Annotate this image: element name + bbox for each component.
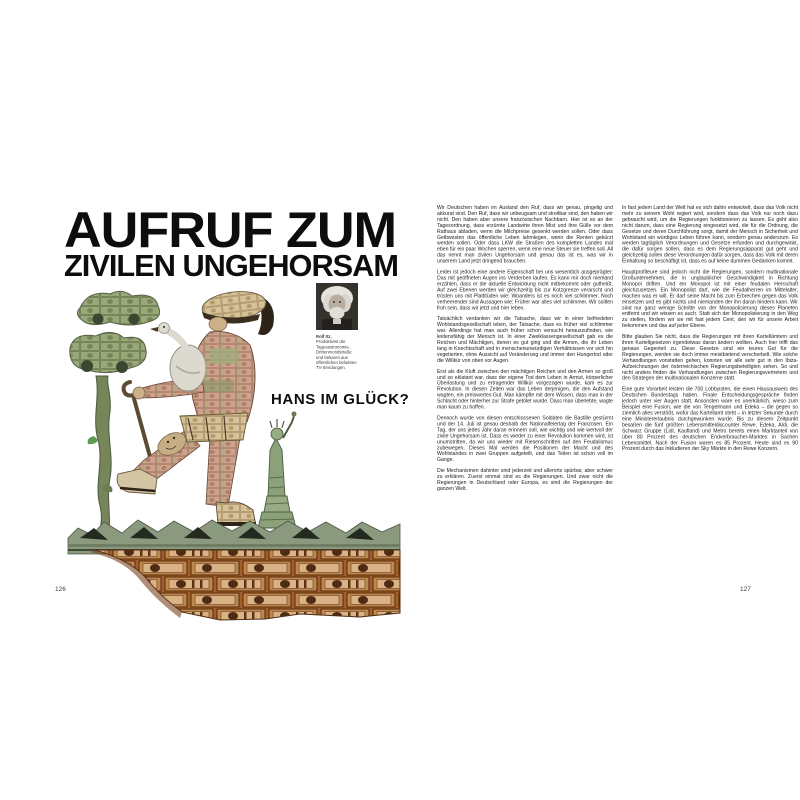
- author-caption-line: öffentlichen beliebten: [316, 360, 357, 366]
- author-caption-line: Drittenmondstraße: [316, 349, 352, 355]
- body-paragraph: Wir Deutschen haben im Ausland den Ruf, dass wir genau, pingelig und akkurat sind. Den Ruf, dass wir unbeugsam und streitbar sind, den haben wir nicht. Den haben aber unsere französischen Nachbarn. Hier ist es an der Tagesordnung, dass erzürnte Landwirte ihren Mist und ihre Gülle vor dem Rathaus abladen, wenn die Milchpreise gesenkt werden sollen. Oder dass Gelbwesten das öffentliche Leben lahmlegen, wenn die Renten gekürzt werden sollen. Oder dass LKW die Straßen des kompletten Landes mal eben für ein paar Wochen sperren, wenn eine neue Steuer sie treffen soll. All das nennt man zivilen Ungehorsam und genau das ist es, was wir in unserem Land jetzt dringend brauchen.: [437, 205, 613, 265]
- title-line-1: AUFRUF ZUM: [64, 202, 396, 258]
- liberty-statue: [258, 412, 297, 529]
- author-caption-line: Rolf Itz,: [316, 334, 332, 339]
- author-caption-line: Tagesastronomie,: [316, 344, 350, 350]
- body-column-1: [437, 205, 615, 605]
- goose: [150, 323, 206, 392]
- money-tree: [70, 291, 160, 540]
- figure-head: [201, 288, 274, 335]
- author-caption-line: TV-Sendungen.: [316, 365, 346, 371]
- body-paragraph: Dennoch wurde von diesen entschlossenen Soldaten die Bastille gestürmt und der 14. Juli ist genau deshalb der Nationalfeiertag der Franzosen. Ein Tag, der uns jedes Jahr daran erinnern soll, wie wichtig und wie wertvoll der zivile Ungehorsam ist. Dass es wieder zu einer Revolution kommen wird, ist unumstritten, da wir uns wieder mit Riesenschritten auf den Feudalismus zubewegen. Dieses Mal werden die Positionen der Macht und des Wohlstandes in zwei Gruppen aufgeteilt, und das Teilen ist schon voll im Gange.: [437, 415, 613, 463]
- author-caption-line: Produktivist der: [316, 339, 346, 345]
- body-paragraph: Hauptprofiteure sind jedoch nicht die Regierungen, sondern multinationale Großunternehmen, die in unglaublicher Geschwindigkeit in Richtung Monopol driften. Und ein Monopol ist mit einer feudalen Herrschaft gleichzusetzen. Ein Monopolist darf, wie die Feudalherren im Mittelalter, machen was er will. Er darf seine Macht bis zum Erbrechen gegen das Volk einsetzen und es gibt nichts und niemanden der ihn daran hindern kann. Wir sind nur ganz wenige Schritte von der Monopolisierung dieses Planeten entfernt und wir wissen es auch. Statt sich der Monopolisierung in den Weg zu stellen, fördern wir sie mit fast jedem Cent, den wir für unsere Arbeit bekommen und das auf jeder Ebene.: [622, 269, 798, 329]
- author-caption-line: und bekannt aus: [316, 354, 348, 360]
- body-paragraph: Die Mechanismen dahinter sind jederzeit und allerorts spürbar, aber schwer zu erklären. Zuerst einmal sind es die Regierungen. Und zwar nicht die Regierungen in Deutschland oder Europa, es sind die Regierungen der ganzen Welt.: [437, 468, 613, 492]
- body-paragraph: Tatsächlich verdanken wir die Tatsache, dass wir in einer befriedeten Wohlstandsgesellschaft leben, der Tatsache, dass es früher viel schlimmer war. Allerdings hat man auch früher schon versucht herauszufinden, wie leidensfähig der Mensch ist. In einer Zweiklassengesellschaft gab es die Reichen und Mächtigen, denen es gut ging und die Armen, die ihr Leben lang in Knechtschaft und in menschenunwürdigen Verhältnissen vor sich hin vegetierten, ohne Aussicht auf Veränderung und immer den Hungertod oder die Willkür von oben vor Augen.: [437, 316, 613, 364]
- banknote-cliff-wall: [90, 550, 400, 620]
- body-paragraph: Erst als die Kluft zwischen den mächtigen Reichen und den Armen so groß und so eklatant war, dass der eigene Tod dem Leben in Armut, körperlicher Überlastung und zu ertragender Willkür vorgezogen wurde, kam es zur Revolution. In diesen Zeiten war das Leben derjenigen, die den Aufstand wagten, ein preiswertes Gut. Man kämpfte mit dem Wissen, dass man in der Schlacht oder hinterher zur Strafe getötet wurde. Dass man überlebte, wagte man kaum zu hoffen.: [437, 368, 613, 411]
- body-paragraph: Bitte glauben Sie nicht, dass die Regierungen mit ihren Kartellämtern und ihren Kartellgesetzen irgendetwas daran ändern wollten. Auch hier trifft das genaue Gegenteil zu. Diese Gesetze sind ein teures Gut für die Regierungen, werden sie doch immer meistbietend verscherbelt. Wie solche Verhandlungen vonstatten gehen, konnten wir alle sehr gut in den Ibiza-Aufzeichnungen der österreichischen Regierungsbeteiligten sehen. So und nicht anders finden die Verhandlungen zwischen Regierungsvertretern und den Strategen der multinationalen Konzerne statt.: [622, 334, 798, 382]
- money-collage-illustration: [60, 288, 405, 623]
- article-title: [62, 198, 402, 282]
- kicker-headline: HANS IM GLÜCK?: [271, 391, 410, 408]
- body-paragraph: In fast jedem Land der Welt hat es sich dahin entwickelt, dass das Volk nicht mehr zu seinem Wohl regiert wird, sondern dass das Volk nur noch dazu gebraucht wird, um die Regierungen funktionieren zu lassen. Es geht also nicht darum, dass eine Regierung eingesetzt wird, die für die Ordnung, die Gesetze und deren Durchführung sorgt, damit der Mensch in Sicherheit und Wohlstand ein würdiges Leben führen kann, sondern genau andersrum. Es werden tagtäglich Verordnungen und Gesetze erfunden und durchgewinkt, die dafür sorgen sollen, dass es dem Regierungsapparat gut geht und gleichzeitig sollen diese Verordnungen dafür sorgen, dass das Volk mit deren Einhaltung so beschäftigt ist, dass es auf keine dummen Gedanken kommt.: [622, 205, 798, 265]
- body-paragraph: Leider ist jedoch eine andere Eigenschaft bei uns wesentlich ausgeprägter: Das mit geöffneten Augen ins Verderben laufen. Es kann mir doch niemand erzählen, dass er die aktuelle Entwicklung nicht mitbekommt oder gutheißt. Auf zwei Ebenen werden wir gleichzeitig bis zur Kotzgrenze verarscht und trösten uns mit Plattitüden wie: Woanders ist es noch viel schlimmer. Noch verheerender sind Aussagen wie: Früher war alles viel schlimmer. Wir sollten froh sein, dass wir jetzt und hier leben.: [437, 269, 613, 311]
- body-column-2: [622, 205, 800, 605]
- page-number-right: 127: [740, 586, 751, 593]
- body-paragraph: Eine gute Vorarbeit leisten die 700 Lobbyisten, die einen Hausausweis des Deutschen Bundestags haben. Finale Entscheidungsgespräche finden jedoch unter vier Augen statt. Ansonsten wäre es unerklärlich, wieso zum Beispiel eine Fusion, wie die von Tengelmann und Edeka – die gegen so ziemlich alles verstößt, wofür das Kartellamt steht – in letzter Sekunde durch eine Ministererlaubnis durchgewunken wurde. Bis zu diesem Zeitpunkt besaßen die fünf größten Lebensmitteldiscounter Rewe, Edeka, Aldi, die Schwarz Gruppe (Lidl, Kaufland) und Metro bereits einen Marktanteil von über 80 Prozent des deutschen Endverbraucher-Marktes in Sachen Lebensmittel. Nach der Fusion waren es 85 Prozent. Heute sind es 90 Prozent durch das Inkludieren der Sky Märkte in den Rewe Konzern.: [622, 386, 798, 452]
- title-line-2: ZIVILEN UNGEHORSAM: [64, 248, 398, 282]
- page-number-left: 126: [55, 586, 66, 593]
